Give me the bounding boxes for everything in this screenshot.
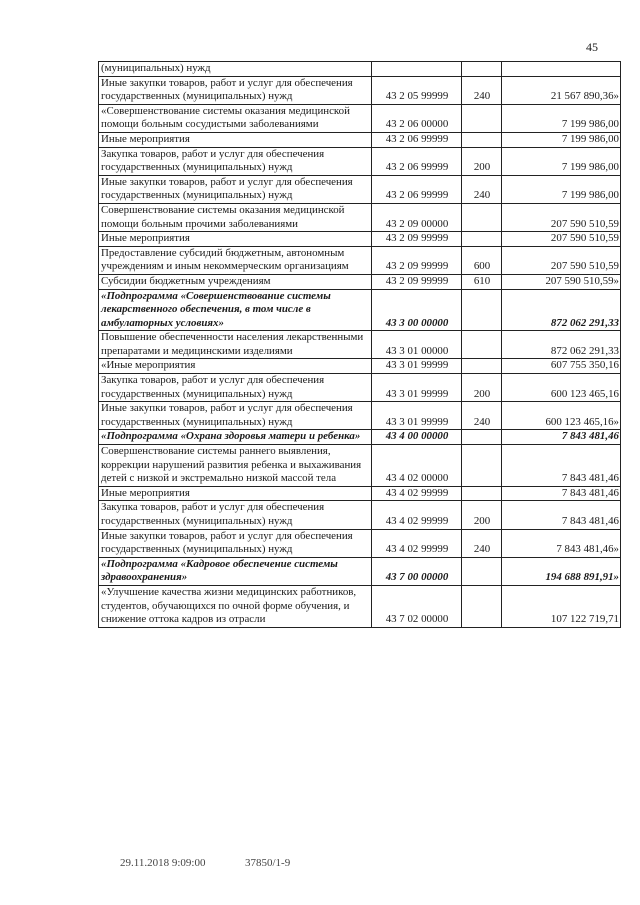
row-name-cell: Иные мероприятия xyxy=(99,486,372,501)
row-name-cell: Совершенствование системы оказания медицинской помощи больным прочими заболеваниями xyxy=(99,203,372,231)
table-row xyxy=(99,246,621,274)
table-row xyxy=(99,331,621,359)
row-code-cell: 43 3 01 99999 xyxy=(372,374,462,402)
row-expense-type-cell xyxy=(462,132,502,147)
row-sum-cell: 207 590 510,59» xyxy=(502,274,621,289)
row-code-cell: 43 2 05 99999 xyxy=(372,76,462,104)
row-code-cell: 43 2 09 99999 xyxy=(372,274,462,289)
row-sum-cell: 207 590 510,59 xyxy=(502,246,621,274)
row-name-cell: Закупка товаров, работ и услуг для обеспечения государственных (муниципальных) нужд xyxy=(99,374,372,402)
row-expense-type-cell: 200 xyxy=(462,147,502,175)
row-code-cell: 43 2 06 00000 xyxy=(372,104,462,132)
table-row xyxy=(99,132,621,147)
row-name-cell: Иные мероприятия xyxy=(99,232,372,247)
row-sum-cell: 7 199 986,00 xyxy=(502,132,621,147)
row-expense-type-cell: 240 xyxy=(462,529,502,557)
row-name-cell: «Подпрограмма «Охрана здоровья матери и ребенка» xyxy=(99,430,372,445)
row-sum-cell: 194 688 891,91» xyxy=(502,557,621,585)
row-name-cell: «Подпрограмма «Кадровое обеспечение системы здравоохранения» xyxy=(99,557,372,585)
row-name-cell: «Подпрограмма «Совершенствование системы лекарственного обеспечения, в том числе в амбулаторных условиях» xyxy=(99,289,372,331)
row-expense-type-cell xyxy=(462,359,502,374)
table-row xyxy=(99,175,621,203)
row-name-cell: Повышение обеспеченности населения лекарственными препаратами и медицинскими изделиями xyxy=(99,331,372,359)
row-name-cell: Иные закупки товаров, работ и услуг для обеспечения государственных (муниципальных) нужд xyxy=(99,529,372,557)
row-expense-type-cell xyxy=(462,104,502,132)
row-sum-cell: 872 062 291,33 xyxy=(502,331,621,359)
row-name-cell: Иные закупки товаров, работ и услуг для обеспечения государственных (муниципальных) нужд xyxy=(99,175,372,203)
row-code-cell: 43 4 02 99999 xyxy=(372,529,462,557)
row-code-cell: 43 2 09 00000 xyxy=(372,203,462,231)
table-row xyxy=(99,402,621,430)
footer-date: 29.11.2018 9:09:00 xyxy=(120,857,206,869)
row-name-cell: «Улучшение качества жизни медицинских работников, студентов, обучающихся по очной форме обучения, и снижение оттока кадров из отрасли xyxy=(99,585,372,627)
row-expense-type-cell: 200 xyxy=(462,501,502,529)
row-sum-cell: 7 199 986,00 xyxy=(502,104,621,132)
row-expense-type-cell xyxy=(462,289,502,331)
row-code-cell: 43 2 09 99999 xyxy=(372,232,462,247)
row-expense-type-cell xyxy=(462,445,502,487)
row-sum-cell: 7 199 986,00 xyxy=(502,175,621,203)
row-expense-type-cell xyxy=(462,62,502,77)
row-sum-cell: 21 567 890,36» xyxy=(502,76,621,104)
table-row xyxy=(99,501,621,529)
row-code-cell: 43 7 02 00000 xyxy=(372,585,462,627)
row-name-cell: Предоставление субсидий бюджетным, автономным учреждениям и иным некоммерческим организациям xyxy=(99,246,372,274)
table-row xyxy=(99,529,621,557)
row-sum-cell: 7 843 481,46 xyxy=(502,445,621,487)
row-expense-type-cell: 600 xyxy=(462,246,502,274)
row-code-cell: 43 4 02 99999 xyxy=(372,501,462,529)
table-row xyxy=(99,374,621,402)
row-code-cell: 43 3 01 00000 xyxy=(372,331,462,359)
row-expense-type-cell xyxy=(462,331,502,359)
row-code-cell: 43 4 02 99999 xyxy=(372,486,462,501)
row-expense-type-cell xyxy=(462,203,502,231)
row-sum-cell: 7 843 481,46» xyxy=(502,529,621,557)
table-row xyxy=(99,585,621,627)
row-code-cell: 43 7 00 00000 xyxy=(372,557,462,585)
row-name-cell: Субсидии бюджетным учреждениям xyxy=(99,274,372,289)
table-row xyxy=(99,274,621,289)
row-code-cell: 43 3 01 99999 xyxy=(372,359,462,374)
row-code-cell: 43 3 00 00000 xyxy=(372,289,462,331)
row-expense-type-cell: 610 xyxy=(462,274,502,289)
row-sum-cell xyxy=(502,62,621,77)
row-name-cell: (муниципальных) нужд xyxy=(99,62,372,77)
budget-table-body xyxy=(99,62,621,628)
row-expense-type-cell xyxy=(462,585,502,627)
row-expense-type-cell xyxy=(462,557,502,585)
table-row xyxy=(99,557,621,585)
table-row xyxy=(99,203,621,231)
row-sum-cell: 600 123 465,16» xyxy=(502,402,621,430)
budget-table xyxy=(98,61,621,628)
row-name-cell: «Совершенствование системы оказания медицинской помощи больным сосудистыми заболеваниями xyxy=(99,104,372,132)
table-row xyxy=(99,359,621,374)
row-code-cell: 43 2 06 99999 xyxy=(372,132,462,147)
row-name-cell: Иные закупки товаров, работ и услуг для обеспечения государственных (муниципальных) нужд xyxy=(99,402,372,430)
row-code-cell: 43 2 09 99999 xyxy=(372,246,462,274)
page-number: 45 xyxy=(586,40,598,54)
row-sum-cell: 207 590 510,59 xyxy=(502,232,621,247)
row-expense-type-cell: 200 xyxy=(462,374,502,402)
row-expense-type-cell: 240 xyxy=(462,76,502,104)
row-sum-cell: 607 755 350,16 xyxy=(502,359,621,374)
row-sum-cell: 7 843 481,46 xyxy=(502,430,621,445)
table-row xyxy=(99,232,621,247)
row-sum-cell: 7 843 481,46 xyxy=(502,501,621,529)
row-code-cell xyxy=(372,62,462,77)
row-name-cell: Иные закупки товаров, работ и услуг для обеспечения государственных (муниципальных) нужд xyxy=(99,76,372,104)
table-row xyxy=(99,430,621,445)
row-sum-cell: 207 590 510,59 xyxy=(502,203,621,231)
row-expense-type-cell: 240 xyxy=(462,175,502,203)
row-sum-cell: 600 123 465,16 xyxy=(502,374,621,402)
row-expense-type-cell: 240 xyxy=(462,402,502,430)
table-row xyxy=(99,104,621,132)
row-code-cell: 43 4 02 00000 xyxy=(372,445,462,487)
row-name-cell: Закупка товаров, работ и услуг для обеспечения государственных (муниципальных) нужд xyxy=(99,501,372,529)
row-sum-cell: 107 122 719,71 xyxy=(502,585,621,627)
row-expense-type-cell xyxy=(462,486,502,501)
table-row xyxy=(99,486,621,501)
table-row xyxy=(99,147,621,175)
row-expense-type-cell xyxy=(462,232,502,247)
table-row xyxy=(99,62,621,77)
table-row xyxy=(99,445,621,487)
row-name-cell: Иные мероприятия xyxy=(99,132,372,147)
row-name-cell: «Иные мероприятия xyxy=(99,359,372,374)
row-code-cell: 43 2 06 99999 xyxy=(372,147,462,175)
table-row xyxy=(99,289,621,331)
row-sum-cell: 872 062 291,33 xyxy=(502,289,621,331)
table-row xyxy=(99,76,621,104)
row-sum-cell: 7 843 481,46 xyxy=(502,486,621,501)
row-sum-cell: 7 199 986,00 xyxy=(502,147,621,175)
row-code-cell: 43 4 00 00000 xyxy=(372,430,462,445)
row-code-cell: 43 3 01 99999 xyxy=(372,402,462,430)
row-name-cell: Закупка товаров, работ и услуг для обеспечения государственных (муниципальных) нужд xyxy=(99,147,372,175)
row-expense-type-cell xyxy=(462,430,502,445)
row-code-cell: 43 2 06 99999 xyxy=(372,175,462,203)
row-name-cell: Совершенствование системы раннего выявления, коррекции нарушений развития ребенка и выхаживания детей с низкой и экстремально низкой массой тела xyxy=(99,445,372,487)
footer-doc-number: 37850/1-9 xyxy=(245,857,291,869)
